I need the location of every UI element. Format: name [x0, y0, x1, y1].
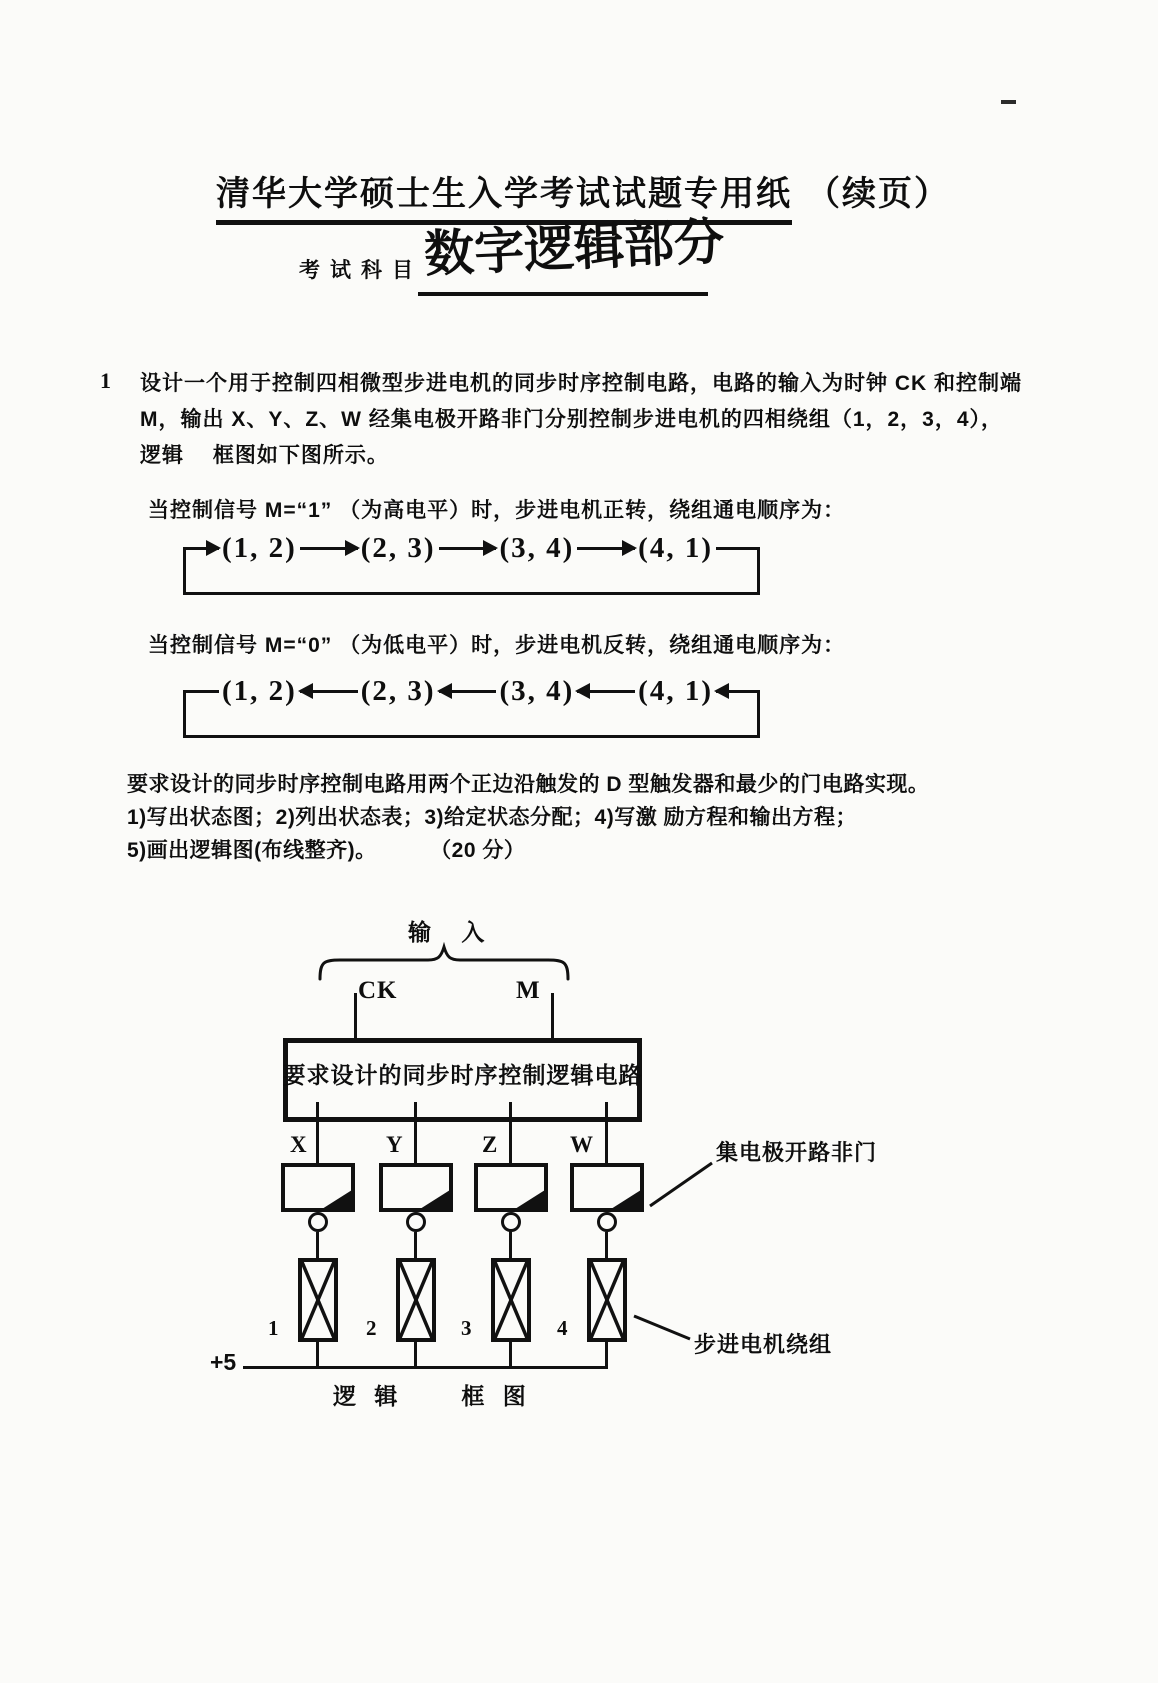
subject-handwritten-value: 数字逻辑部分 — [423, 211, 726, 284]
forward-tail-line — [716, 547, 760, 550]
winding-cross — [302, 1262, 334, 1338]
state-tuple: (2, 3) — [360, 674, 436, 707]
backward-arrow — [577, 690, 635, 693]
question-intro — [140, 366, 1050, 474]
requirements-line3-text: 5)画出逻辑图(布线整齐)。 — [127, 839, 377, 862]
open-collector-inverter — [281, 1163, 355, 1212]
backward-arrow — [439, 690, 497, 693]
output-line — [509, 1102, 512, 1163]
winding-cross — [495, 1262, 527, 1338]
winding-callout-label: 步进电机绕组 — [694, 1332, 833, 1357]
open-collector-inverter — [379, 1163, 453, 1212]
backward-tail-arrow — [716, 690, 760, 693]
loop-right-line — [757, 548, 760, 595]
open-collector-mark — [322, 1190, 352, 1209]
state-tuple: (1, 2) — [222, 531, 297, 564]
output-line — [605, 1102, 608, 1163]
score-label: （20 分） — [440, 839, 526, 862]
backward-caption: 当控制信号 M=“0” （为低电平）时，步进电机反转，绕组通电顺序为： — [148, 634, 846, 657]
requirements — [127, 768, 1057, 867]
winding-number: 4 — [557, 1316, 568, 1340]
motor-winding — [491, 1258, 531, 1342]
open-collector-mark — [515, 1190, 545, 1209]
open-collector-mark — [611, 1190, 641, 1209]
state-tuple: (4, 1) — [638, 674, 713, 707]
winding-bus-stub — [414, 1342, 417, 1369]
loop-right-line — [757, 691, 760, 738]
winding-number: 2 — [366, 1316, 377, 1340]
connector-line — [316, 1232, 319, 1258]
subject-label: 考试科目 — [299, 259, 423, 282]
question-number: 1 — [100, 368, 111, 393]
inverter-bubble — [501, 1212, 521, 1232]
winding-cross — [400, 1262, 432, 1338]
control-logic-box — [283, 1038, 642, 1122]
requirements-line2: 1)写出状态图；2)列出状态表；3)给定状态分配；4)写激 励方程和输出方程； — [127, 806, 858, 829]
subject-underline — [418, 292, 708, 296]
state-tuple: (1, 2) — [222, 674, 297, 707]
connector-line — [414, 1232, 417, 1258]
open-collector-inverter — [474, 1163, 548, 1212]
motor-winding — [587, 1258, 627, 1342]
forward-sequence-loop — [183, 531, 760, 595]
requirements-line3 — [127, 834, 1057, 867]
winding-callout-leader-line — [634, 1316, 690, 1339]
forward-arrow — [439, 547, 497, 550]
inverter-callout-leader-line — [650, 1163, 712, 1206]
control-logic-box-label: 要求设计的同步时序控制逻辑电路 — [282, 1061, 643, 1088]
backward-arrow — [300, 690, 358, 693]
supply-bus-line — [243, 1366, 608, 1369]
page-title-suffix: （续页） — [806, 175, 950, 213]
motor-winding — [298, 1258, 338, 1342]
forward-entry-arrow — [183, 547, 219, 550]
loop-left-line — [183, 691, 186, 738]
diagram-input-label: 输 入 — [408, 919, 497, 945]
backward-sequence-loop — [183, 674, 760, 738]
winding-bus-stub — [316, 1342, 319, 1369]
state-tuple: (4, 1) — [638, 531, 713, 564]
loop-bottom-line — [183, 735, 760, 738]
forward-arrow — [300, 547, 358, 550]
inverter-bubble — [597, 1212, 617, 1232]
mode-signal-label: M — [516, 977, 541, 1004]
supply-label: +5 — [210, 1349, 237, 1375]
diagram-caption: 逻 辑 框 图 — [333, 1383, 532, 1409]
state-tuple: (2, 3) — [360, 531, 436, 564]
forward-arrow — [577, 547, 635, 550]
output-line — [316, 1102, 319, 1163]
backward-entry-line — [183, 690, 219, 693]
question-intro-line3: 逻辑 框图如下图所示。 — [140, 444, 389, 467]
state-tuple: (3, 4) — [499, 531, 575, 564]
output-label-z: Z — [482, 1132, 498, 1157]
loop-bottom-line — [183, 592, 760, 595]
requirements-line1: 要求设计的同步时序控制电路用两个正边沿触发的 D 型触发器和最少的门电路实现。 — [127, 773, 930, 796]
input-brace — [320, 947, 568, 979]
forward-sequence-row — [183, 531, 760, 565]
output-label-y: Y — [386, 1132, 403, 1157]
clock-input-line — [354, 993, 357, 1038]
winding-number: 3 — [461, 1316, 472, 1340]
open-collector-inverter — [570, 1163, 644, 1212]
backward-sequence-row — [183, 674, 760, 708]
inverter-bubble — [308, 1212, 328, 1232]
winding-number: 1 — [268, 1316, 279, 1340]
output-label-x: X — [290, 1132, 307, 1157]
question-intro-line1: 设计一个用于控制四相微型步进电机的同步时序控制电路，电路的输入为时钟 CK 和控制端 — [140, 372, 1022, 395]
mode-input-line — [551, 993, 554, 1038]
output-line — [414, 1102, 417, 1163]
output-label-w: W — [570, 1132, 593, 1157]
clock-signal-label: CK — [358, 977, 398, 1004]
open-collector-mark — [420, 1190, 450, 1209]
question-intro-line2: M，输出 X、Y、Z、W 经集电极开路非门分别控制步进电机的四相绕组（1，2，3，4）， — [140, 408, 1004, 431]
motor-winding — [396, 1258, 436, 1342]
loop-left-line — [183, 548, 186, 595]
state-tuple: (3, 4) — [499, 674, 575, 707]
winding-cross — [591, 1262, 623, 1338]
connector-line — [509, 1232, 512, 1258]
scan-artifact-dash — [1001, 100, 1016, 104]
page-title-text: 清华大学硕士生入学考试试题专用纸 — [216, 175, 792, 225]
inverter-callout-label: 集电极开路非门 — [716, 1140, 878, 1165]
winding-bus-stub — [509, 1342, 512, 1369]
winding-bus-stub — [605, 1342, 608, 1369]
forward-caption: 当控制信号 M=“1” （为高电平）时，步进电机正转，绕组通电顺序为： — [148, 499, 846, 522]
inverter-bubble — [406, 1212, 426, 1232]
connector-line — [605, 1232, 608, 1258]
